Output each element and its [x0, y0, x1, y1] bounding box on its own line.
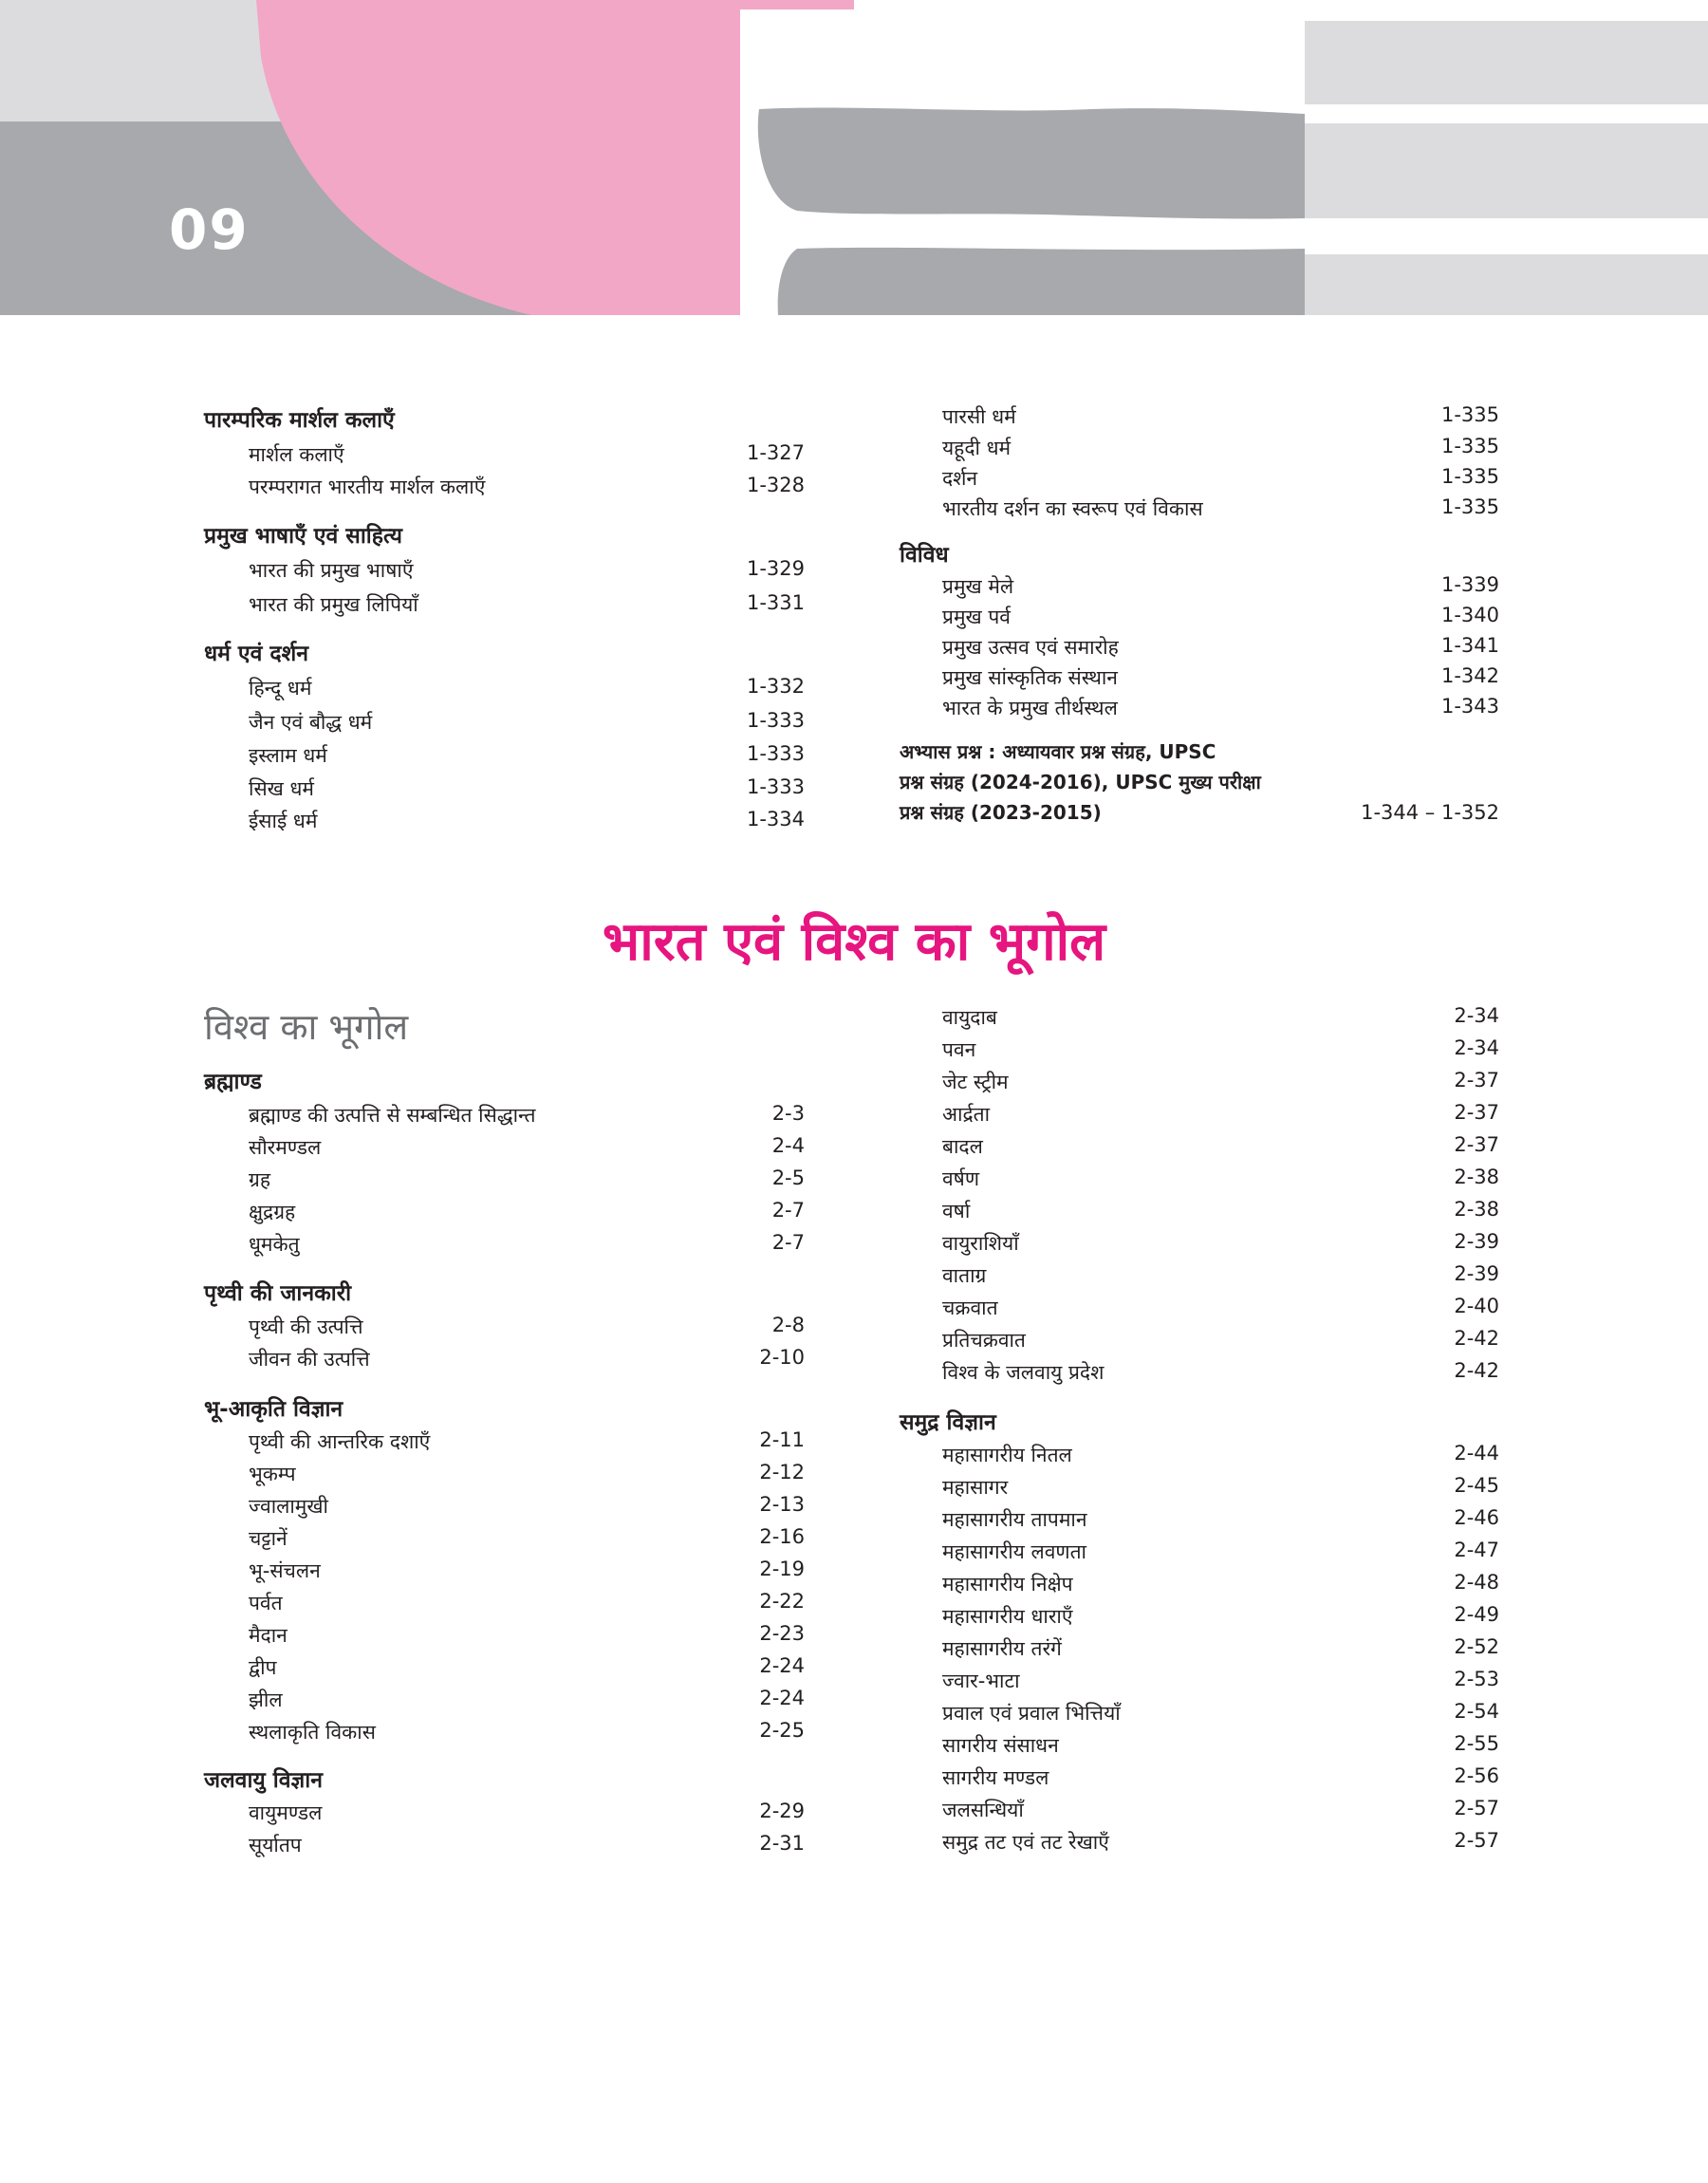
toc-entry	[942, 695, 1499, 725]
entry-page: 2-37	[1454, 1101, 1499, 1124]
toc-entry	[249, 1525, 805, 1556]
entry-page: 2-23	[759, 1622, 805, 1645]
entry-label: जलसन्धियाँ	[942, 1799, 1024, 1821]
entry-page: 1-342	[1440, 664, 1499, 687]
entry-label: दर्शन	[942, 467, 978, 490]
practice-last-line	[900, 797, 1499, 828]
toc-entry	[942, 1732, 1499, 1763]
entry-label: वायुमण्डल	[249, 1801, 323, 1824]
toc-entry	[942, 1829, 1499, 1859]
practice-line: अभ्यास प्रश्न : अध्यायवार प्रश्न संग्रह, UPSC	[900, 740, 1216, 763]
entry-page: 2-47	[1454, 1539, 1499, 1561]
entry-label: वायुराशियाँ	[942, 1232, 1019, 1255]
toc-entry	[942, 1166, 1499, 1196]
entry-label: प्रमुख पर्व	[942, 606, 1011, 628]
toc-entry	[942, 1474, 1499, 1504]
header-banner	[0, 0, 1708, 315]
entry-label: झील	[249, 1689, 283, 1711]
entry-page: 2-4	[771, 1134, 805, 1157]
entry-page: 2-38	[1454, 1166, 1499, 1188]
toc-entry	[942, 634, 1499, 664]
entry-page: 2-52	[1454, 1635, 1499, 1658]
toc-entry	[942, 1069, 1499, 1099]
toc-entry	[942, 1603, 1499, 1633]
toc-entry	[942, 1797, 1499, 1827]
toc-entry	[249, 1314, 805, 1344]
entry-label: जेट स्ट्रीम	[942, 1071, 1009, 1093]
toc-entry	[942, 1506, 1499, 1537]
entry-label: भारत की प्रमुख भाषाएँ	[249, 559, 414, 582]
toc-entry	[942, 1133, 1499, 1164]
section-heading: धर्म एवं दर्शन	[204, 642, 309, 666]
toc-entry	[249, 1558, 805, 1588]
toc-entry	[249, 474, 805, 504]
entry-label: महासागरीय निक्षेप	[942, 1573, 1073, 1595]
toc-entry	[942, 1230, 1499, 1260]
toc-entry	[942, 1198, 1499, 1228]
section-heading: भू-आकृति विज्ञान	[204, 1397, 343, 1422]
entry-label: चट्टानें	[249, 1527, 288, 1550]
entry-label: सागरीय संसाधन	[942, 1734, 1059, 1757]
entry-page: 1-340	[1440, 604, 1499, 626]
toc-entry	[942, 1359, 1499, 1390]
toc-entry	[942, 495, 1499, 526]
entry-page: 1-333	[746, 742, 805, 765]
entry-label: प्रतिचक्रवात	[942, 1329, 1026, 1352]
entry-label: वर्षण	[942, 1167, 979, 1190]
entry-page: 2-25	[759, 1719, 805, 1742]
page-number: 09	[169, 197, 250, 262]
entry-label: प्रमुख सांस्कृतिक संस्थान	[942, 666, 1118, 689]
toc-entry	[942, 1004, 1499, 1035]
entry-page: 2-13	[759, 1493, 805, 1516]
section-heading: जलवायु विज्ञान	[204, 1768, 323, 1793]
toc-entry	[249, 1654, 805, 1685]
entry-label: हिन्दू धर्म	[249, 677, 312, 700]
entry-label: महासागरीय तरंगें	[942, 1637, 1062, 1660]
entry-page: 2-48	[1454, 1571, 1499, 1594]
toc-entry	[249, 1166, 805, 1197]
entry-page: 1-335	[1440, 403, 1499, 426]
entry-page: 2-7	[771, 1231, 805, 1254]
entry-label: पर्वत	[249, 1592, 283, 1614]
entry-page: 2-19	[759, 1558, 805, 1580]
entry-label: महासागरीय लवणता	[942, 1540, 1086, 1563]
entry-label: आर्द्रता	[942, 1103, 991, 1126]
entry-label: मैदान	[249, 1624, 288, 1647]
entry-label: सूर्यातप	[249, 1834, 302, 1856]
toc-entry	[249, 1687, 805, 1717]
entry-page: 1-331	[746, 591, 805, 614]
entry-page: 2-42	[1454, 1327, 1499, 1350]
entry-label: जीवन की उत्पत्ति	[249, 1348, 370, 1371]
entry-page: 2-24	[759, 1687, 805, 1709]
entry-page: 1-341	[1440, 634, 1499, 657]
chapter-title: भारत एवं विश्व का भूगोल	[602, 911, 1106, 973]
toc-entry	[249, 1493, 805, 1523]
entry-page: 2-53	[1454, 1668, 1499, 1690]
entry-page: 2-34	[1454, 1036, 1499, 1059]
entry-page: 2-10	[759, 1346, 805, 1369]
entry-label: इस्लाम धर्म	[249, 744, 327, 767]
entry-label: वर्षा	[942, 1200, 971, 1222]
toc-entry	[942, 1635, 1499, 1666]
entry-label: महासागर	[942, 1476, 1009, 1499]
entry-page: 2-44	[1454, 1442, 1499, 1465]
toc-entry	[942, 1764, 1499, 1795]
toc-entry	[942, 1539, 1499, 1569]
entry-label: ज्वार-भाटा	[942, 1670, 1020, 1692]
entry-label: परम्परागत भारतीय मार्शल कलाएँ	[249, 476, 486, 498]
entry-label: ग्रह	[249, 1168, 270, 1191]
entry-label: विश्व के जलवायु प्रदेश	[942, 1361, 1105, 1384]
entry-page: 1-343	[1440, 695, 1499, 718]
entry-page: 2-46	[1454, 1506, 1499, 1529]
entry-label: क्षुद्रग्रह	[249, 1201, 296, 1223]
toc-entry	[249, 557, 805, 588]
toc-entry	[942, 1442, 1499, 1472]
section-heading: विविध	[900, 543, 949, 568]
entry-page: 2-54	[1454, 1700, 1499, 1723]
toc-entry	[249, 808, 805, 838]
toc-entry	[942, 1036, 1499, 1067]
toc-entry	[942, 1700, 1499, 1730]
entry-label: सौरमण्डल	[249, 1136, 322, 1159]
practice-line: प्रश्न संग्रह (2023-2015)	[900, 801, 1102, 824]
entry-label: यहूदी धर्म	[942, 437, 1012, 459]
entry-label: सागरीय मण्डल	[942, 1766, 1049, 1789]
toc-entry	[942, 1327, 1499, 1357]
entry-page: 2-16	[759, 1525, 805, 1548]
entry-page: 2-29	[759, 1800, 805, 1822]
toc-entry	[249, 1102, 805, 1132]
entry-label: जैन एवं बौद्ध धर्म	[249, 711, 373, 734]
toc-entry	[249, 675, 805, 705]
entry-page: 1-335	[1440, 465, 1499, 488]
toc-entry	[249, 1461, 805, 1491]
section-heading: ब्रह्माण्ड	[204, 1070, 262, 1094]
toc-entry	[249, 1590, 805, 1620]
entry-page: 2-8	[771, 1314, 805, 1336]
entry-label: भारत के प्रमुख तीर्थस्थल	[942, 697, 1118, 719]
entry-page: 1-328	[746, 474, 805, 496]
entry-page: 1-335	[1440, 435, 1499, 457]
toc-entry	[249, 1428, 805, 1459]
toc-entry	[249, 1231, 805, 1261]
toc-entry	[249, 1800, 805, 1830]
section-heading: समुद्र विज्ञान	[900, 1410, 996, 1435]
entry-label: सिख धर्म	[249, 777, 314, 800]
entry-label: समुद्र तट एवं तट रेखाएँ	[942, 1831, 1109, 1854]
entry-label: ब्रह्माण्ड की उत्पत्ति से सम्बन्धित सिद्धान्त	[249, 1104, 536, 1127]
entry-label: भारत की प्रमुख लिपियाँ	[249, 593, 418, 616]
section-heading: प्रमुख भाषाएँ एवं साहित्य	[204, 524, 402, 549]
toc-entry	[942, 1101, 1499, 1131]
toc-entry	[249, 1199, 805, 1229]
entry-label: भू-संचलन	[249, 1559, 321, 1582]
entry-page: 2-7	[771, 1199, 805, 1222]
part-title: विश्व का भूगोल	[204, 1006, 409, 1048]
entry-label: प्रमुख उत्सव एवं समारोह	[942, 636, 1119, 659]
toc-entry	[942, 1295, 1499, 1325]
entry-page: 2-45	[1454, 1474, 1499, 1497]
entry-page: 1-339	[1440, 573, 1499, 596]
entry-label: बादल	[942, 1135, 983, 1158]
entry-page: 2-40	[1454, 1295, 1499, 1317]
toc-entry	[249, 775, 805, 806]
entry-page: 2-37	[1454, 1133, 1499, 1156]
entry-label: धूमकेतु	[249, 1233, 300, 1256]
entry-page: 2-49	[1454, 1603, 1499, 1626]
section-heading: पृथ्वी की जानकारी	[204, 1281, 352, 1306]
entry-page: 2-12	[759, 1461, 805, 1483]
toc-entry	[249, 1719, 805, 1749]
toc-entry	[249, 742, 805, 773]
entry-page: 2-39	[1454, 1262, 1499, 1285]
entry-label: वाताग्र	[942, 1264, 987, 1287]
entry-label: महासागरीय नितल	[942, 1444, 1072, 1466]
toc-entry	[942, 1262, 1499, 1293]
toc-entry	[942, 465, 1499, 495]
practice-line: प्रश्न संग्रह (2024-2016), UPSC मुख्य परीक्षा	[900, 771, 1261, 793]
entry-page: 2-55	[1454, 1732, 1499, 1755]
toc-entry	[249, 709, 805, 739]
entry-page: 2-37	[1454, 1069, 1499, 1092]
entry-label: ज्वालामुखी	[249, 1495, 328, 1518]
entry-page: 1-335	[1440, 495, 1499, 518]
entry-page: 1-333	[746, 775, 805, 798]
entry-page: 2-5	[771, 1166, 805, 1189]
entry-label: स्थलाकृति विकास	[249, 1721, 376, 1744]
entry-page: 2-39	[1454, 1230, 1499, 1253]
entry-page: 2-42	[1454, 1359, 1499, 1382]
entry-label: प्रमुख मेले	[942, 575, 1014, 598]
entry-page: 2-38	[1454, 1198, 1499, 1221]
practice-page-range: 1-344 – 1-352	[1361, 801, 1499, 824]
toc-entry	[942, 664, 1499, 695]
entry-page: 2-3	[771, 1102, 805, 1125]
entry-label: महासागरीय धाराएँ	[942, 1605, 1073, 1628]
toc-entry	[249, 441, 805, 472]
entry-label: पृथ्वी की आन्तरिक दशाएँ	[249, 1430, 431, 1453]
entry-page: 2-34	[1454, 1004, 1499, 1027]
toc-entry	[249, 1832, 805, 1862]
entry-label: मार्शल कलाएँ	[249, 443, 344, 466]
toc-entry	[249, 1622, 805, 1652]
entry-page: 1-327	[746, 441, 805, 464]
toc-entry	[249, 1134, 805, 1165]
entry-page: 2-11	[759, 1428, 805, 1451]
entry-page: 2-22	[759, 1590, 805, 1613]
toc-entry	[942, 435, 1499, 465]
entry-page: 2-31	[759, 1832, 805, 1855]
toc-entry	[942, 1668, 1499, 1698]
entry-label: भूकम्प	[249, 1463, 296, 1485]
toc-entry	[942, 1571, 1499, 1601]
entry-page: 1-332	[746, 675, 805, 698]
entry-label: महासागरीय तापमान	[942, 1508, 1087, 1531]
entry-label: ईसाई धर्म	[249, 810, 318, 832]
entry-label: प्रवाल एवं प्रवाल भित्तियाँ	[942, 1702, 1121, 1725]
entry-label: पृथ्वी की उत्पत्ति	[249, 1315, 363, 1338]
entry-page: 2-57	[1454, 1797, 1499, 1819]
entry-label: द्वीप	[249, 1656, 277, 1679]
toc-entry	[942, 403, 1499, 434]
entry-page: 1-329	[746, 557, 805, 580]
toc-entry	[942, 573, 1499, 604]
toc-entry	[249, 1346, 805, 1376]
toc-entry	[249, 591, 805, 622]
entry-label: भारतीय दर्शन का स्वरूप एवं विकास	[942, 497, 1203, 520]
banner-graphic	[0, 0, 1708, 315]
toc-entry	[942, 604, 1499, 634]
practice-questions-entry	[900, 737, 1499, 828]
entry-page: 2-56	[1454, 1764, 1499, 1787]
entry-page: 1-333	[746, 709, 805, 732]
section-heading: पारम्परिक मार्शल कलाएँ	[204, 408, 395, 433]
entry-page: 1-334	[746, 808, 805, 830]
entry-label: पवन	[942, 1038, 976, 1061]
entry-label: चक्रवात	[942, 1297, 998, 1319]
entry-page: 2-57	[1454, 1829, 1499, 1852]
entry-page: 2-24	[759, 1654, 805, 1677]
entry-label: पारसी धर्म	[942, 405, 1016, 428]
entry-label: वायुदाब	[942, 1006, 997, 1029]
